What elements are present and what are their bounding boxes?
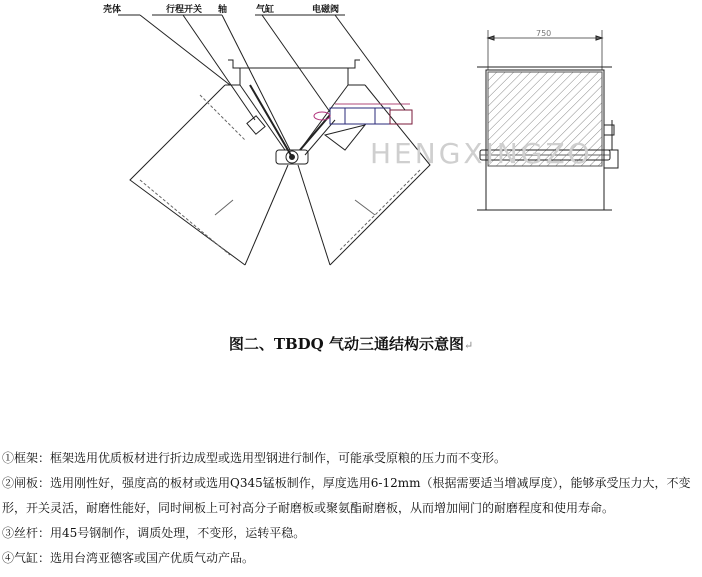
item-number: ④: [2, 551, 15, 565]
item-title: 气缸：: [14, 551, 51, 565]
label-limit-switch: 行程开关: [166, 5, 203, 15]
item-text: 选用台湾亚德客或国产优质气动产品。: [50, 551, 255, 565]
item-text: 框架选用优质板材进行折边成型或选用型钢进行制作，可能承受原粮的压力而不变形。: [50, 451, 507, 465]
item-text: 选用刚性好，强度高的板材或选用Q345锰板制作，厚度选用6-12mm（根据需要适当增减厚度），能够承受压力大，不变形，开关灵活，耐磨性能好，同时闸板上可衬高分子耐磨板或聚氨酯耐磨板，从而增加闸门的耐磨程度和使用寿命。: [2, 476, 691, 515]
paragraph-mark: ↵: [463, 339, 474, 352]
label-shell: 壳体: [103, 5, 122, 15]
figure-caption: [0, 333, 702, 354]
label-solenoid-valve: 电磁阀: [312, 5, 340, 15]
description-cylinder: [2, 546, 702, 571]
width-dimension: 750: [536, 29, 552, 38]
description-screw-rod: [2, 521, 702, 546]
item-number: ③: [2, 526, 15, 540]
item-title: 闸板：: [14, 476, 51, 490]
label-cylinder: 气缸: [256, 5, 275, 15]
item-text: 用45号钢制作，调质处理，不变形，运转平稳。: [50, 526, 306, 540]
description-gate-plate: [2, 471, 702, 521]
watermark: HENGXINGZO: [370, 137, 593, 170]
item-number: ①: [2, 451, 15, 465]
caption-text: 图二、TBDQ 气动三通结构示意图: [228, 335, 464, 353]
description-frame: [2, 446, 702, 471]
item-title: 丝杆：: [14, 526, 51, 540]
item-title: 框架：: [14, 451, 51, 465]
label-shaft: 轴: [218, 5, 228, 15]
front-view: [477, 30, 618, 210]
item-number: ②: [2, 476, 15, 490]
